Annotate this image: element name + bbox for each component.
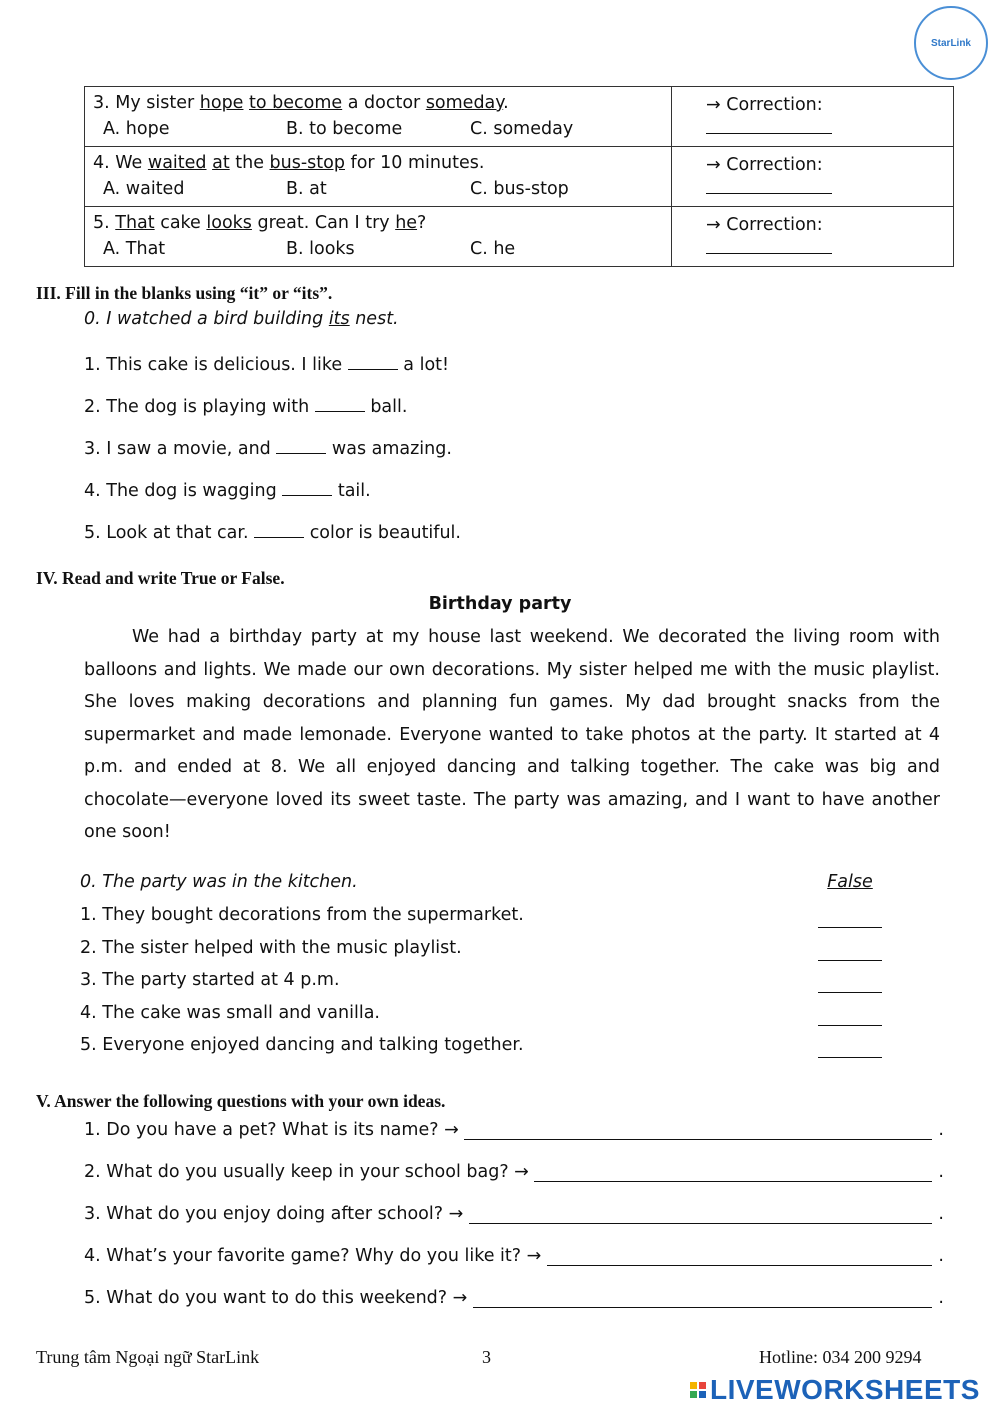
options-row — [93, 236, 663, 262]
tf-example-statement: 0. The party was in the kitchen. — [80, 872, 358, 892]
tf-answer-blank[interactable] — [818, 1003, 882, 1026]
correction-blank[interactable] — [706, 175, 832, 194]
option-choice[interactable]: B. looks — [286, 239, 355, 259]
section3-example: 0. I watched a bird building its nest. — [84, 309, 399, 329]
starlink-logo — [914, 6, 988, 80]
table-row — [85, 207, 954, 267]
correction-label: → Correction: — [706, 154, 823, 175]
correction-cell — [672, 207, 954, 267]
underlined-part: at — [212, 153, 230, 173]
answer-blank[interactable] — [348, 351, 398, 370]
option-choice[interactable]: A. That — [103, 239, 166, 259]
footer-center-name: Trung tâm Ngoại ngữ StarLink — [36, 1347, 260, 1367]
option-choice[interactable]: C. bus-stop — [470, 179, 569, 199]
option-choice[interactable]: C. he — [470, 239, 516, 259]
fill-blank-item: 5. Look at that car. color is beautiful. — [84, 519, 461, 543]
open-question: 1. Do you have a pet? What is its name? → . — [84, 1120, 944, 1140]
question-cell — [85, 87, 672, 147]
underlined-part: someday — [425, 93, 504, 113]
open-question: 5. What do you want to do this weekend? → . — [84, 1288, 944, 1308]
question-sentence: 3. My sister hope to become a doctor someday. — [93, 93, 509, 113]
underlined-part: he — [395, 213, 418, 233]
question-cell — [85, 147, 672, 207]
answer-blank[interactable] — [254, 519, 304, 538]
answer-line[interactable] — [547, 1247, 933, 1266]
correction-label: → Correction: — [706, 214, 823, 235]
underlined-part: That — [115, 213, 155, 233]
correction-blank[interactable] — [706, 115, 832, 134]
section3-heading: III. Fill in the blanks using “it” or “its”. — [36, 283, 333, 303]
correction-cell — [672, 87, 954, 147]
correction-blank[interactable] — [706, 235, 832, 254]
options-row — [93, 176, 663, 202]
liveworksheets-text: LIVEWORKSHEETS — [710, 1374, 980, 1405]
tf-statement: 5. Everyone enjoyed dancing and talking together. — [80, 1035, 524, 1055]
tf-statement: 3. The party started at 4 p.m. — [80, 970, 340, 990]
logo-text: StarLink — [930, 37, 971, 49]
answer-blank[interactable] — [315, 393, 365, 412]
tf-statement: 1. They bought decorations from the supermarket. — [80, 905, 524, 925]
answer-blank[interactable] — [282, 477, 332, 496]
answer-line[interactable] — [534, 1163, 932, 1182]
error-correction-table — [84, 86, 954, 267]
underlined-part: looks — [206, 213, 252, 233]
passage-title: Birthday party — [428, 594, 572, 614]
section4-heading: IV. Read and write True or False. — [36, 568, 285, 588]
open-question: 3. What do you enjoy doing after school? → . — [84, 1204, 944, 1224]
tf-statement: 4. The cake was small and vanilla. — [80, 1002, 380, 1023]
liveworksheets-brand — [690, 1374, 980, 1406]
underlined-part: hope — [199, 93, 244, 113]
option-choice[interactable]: C. someday — [470, 119, 574, 139]
answer-line[interactable] — [464, 1121, 932, 1140]
question-sentence: 4. We waited at the bus-stop for 10 minutes. — [93, 153, 485, 173]
section5-heading: V. Answer the following questions with your own ideas. — [36, 1091, 446, 1111]
fill-blank-item: 2. The dog is playing with ball. — [84, 393, 407, 417]
open-question: 4. What’s your favorite game? Why do you like it? → . — [84, 1246, 944, 1266]
option-choice[interactable]: B. to become — [286, 119, 403, 139]
underlined-part: waited — [147, 153, 207, 173]
footer-hotline: Hotline: 034 200 9294 — [759, 1347, 922, 1367]
fill-blank-item: 1. This cake is delicious. I like a lot! — [84, 351, 449, 375]
tf-example-answer: False — [827, 872, 873, 892]
underlined-part: to become — [249, 93, 343, 113]
tf-answer-blank[interactable] — [818, 1035, 882, 1058]
answer-blank[interactable] — [276, 435, 326, 454]
tf-answer-blank[interactable] — [818, 970, 882, 993]
option-choice[interactable]: A. waited — [103, 179, 185, 199]
fill-blank-item: 4. The dog is wagging tail. — [84, 477, 371, 501]
reading-passage: We had a birthday party at my house last weekend. We decorated the living room with balloons and lights. We made our own decorations. My sister helped me with the music playlist. She loves making decorations and planning fun games. My dad brought snacks from the supermarket and made lemonade. Everyone wanted to take photos at the party. It started at 4 p.m. and ended at 8. We all enjoyed dancing and talking together. The cake was big and chocolate—everyone loved its sweet taste. The party was amazing, and I want to have another one soon! — [84, 627, 940, 842]
option-choice[interactable]: B. at — [286, 179, 327, 199]
table-row — [85, 147, 954, 207]
page-number: 3 — [482, 1347, 491, 1367]
tf-statement: 2. The sister helped with the music playlist. — [80, 937, 462, 958]
answer-line[interactable] — [469, 1205, 933, 1224]
question-sentence: 5. That cake looks great. Can I try he? — [93, 213, 427, 233]
fill-blank-item: 3. I saw a movie, and was amazing. — [84, 435, 452, 459]
answer-line[interactable] — [473, 1289, 933, 1308]
question-cell — [85, 207, 672, 267]
option-choice[interactable]: A. hope — [103, 119, 170, 139]
open-question: 2. What do you usually keep in your school bag? → . — [84, 1162, 944, 1182]
correction-cell — [672, 147, 954, 207]
example-answer: its — [328, 309, 350, 329]
tf-answer-blank[interactable] — [818, 938, 882, 961]
tf-answer-blank[interactable] — [818, 905, 882, 928]
options-row — [93, 116, 663, 142]
correction-label: → Correction: — [706, 94, 823, 115]
liveworksheets-icon — [690, 1382, 706, 1398]
table-row — [85, 87, 954, 147]
underlined-part: bus-stop — [269, 153, 345, 173]
